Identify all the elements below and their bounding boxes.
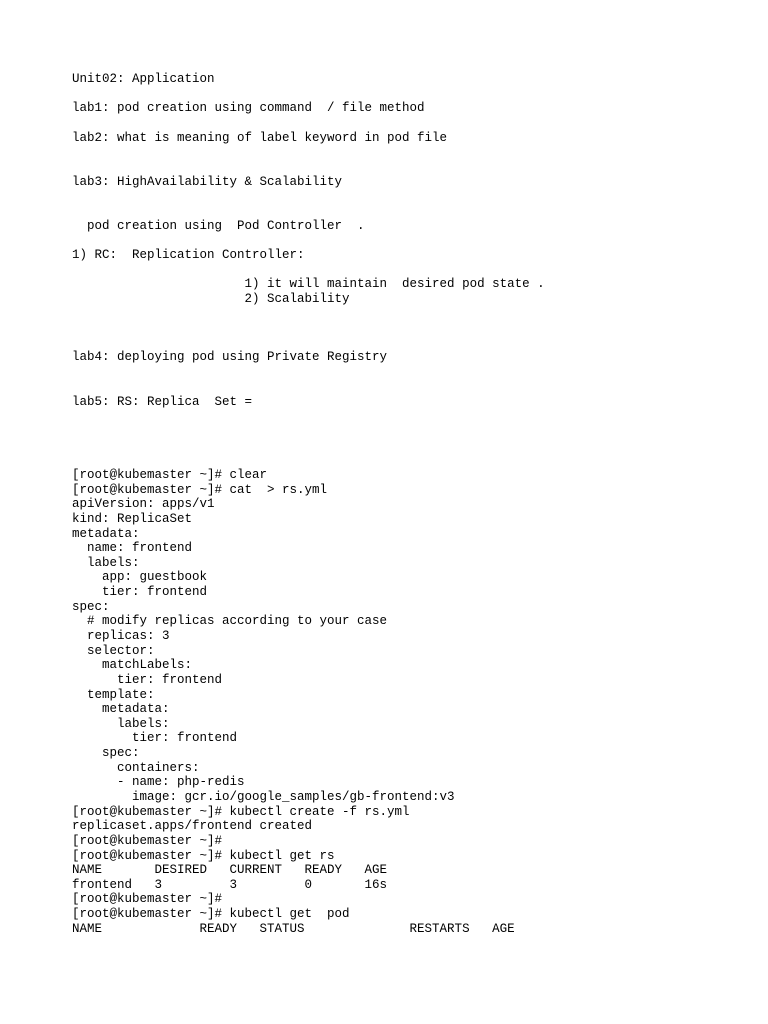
unit-heading: Unit02: Application [72, 72, 215, 86]
yaml-line: tier: frontend [72, 731, 238, 745]
terminal-line: [root@kubemaster ~]# [72, 892, 223, 906]
yaml-line: containers: [72, 761, 200, 775]
yaml-line: apiVersion: apps/v1 [72, 497, 215, 511]
pod-table-header: NAME READY STATUS RESTARTS AGE [72, 922, 515, 936]
pod-controller-line: pod creation using Pod Controller . [72, 219, 365, 233]
yaml-line: - name: php-redis [72, 775, 245, 789]
yaml-line: metadata: [72, 527, 140, 541]
terminal-line: [root@kubemaster ~]# kubectl create -f rs.yml [72, 805, 410, 819]
yaml-line: labels: [72, 556, 140, 570]
yaml-line: name: frontend [72, 541, 193, 555]
yaml-line: selector: [72, 644, 155, 658]
yaml-line: matchLabels: [72, 658, 193, 672]
yaml-line: image: gcr.io/google_samples/gb-frontend:v3 [72, 790, 455, 804]
lab2-line: lab2: what is meaning of label keyword in pod file [72, 131, 448, 145]
terminal-line: replicaset.apps/frontend created [72, 819, 313, 833]
rc-line: 1) RC: Replication Controller: [72, 248, 305, 262]
yaml-line: # modify replicas according to your case [72, 614, 388, 628]
terminal-line: [root@kubemaster ~]# [72, 834, 223, 848]
yaml-line: kind: ReplicaSet [72, 512, 193, 526]
lab5-line: lab5: RS: Replica Set = [72, 395, 253, 409]
yaml-line: metadata: [72, 702, 170, 716]
rs-table-row: frontend 3 3 0 16s [72, 878, 388, 892]
terminal-line: [root@kubemaster ~]# clear [72, 468, 268, 482]
rc-point-1: 1) it will maintain desired pod state . [72, 277, 545, 291]
lab3-line: lab3: HighAvailability & Scalability [72, 175, 343, 189]
rs-table-header: NAME DESIRED CURRENT READY AGE [72, 863, 388, 877]
lab1-line: lab1: pod creation using command / file method [72, 101, 425, 115]
yaml-line: spec: [72, 600, 110, 614]
lab4-line: lab4: deploying pod using Private Registry [72, 350, 388, 364]
terminal-line: [root@kubemaster ~]# kubectl get rs [72, 849, 335, 863]
yaml-line: spec: [72, 746, 140, 760]
yaml-line: replicas: 3 [72, 629, 170, 643]
yaml-line: tier: frontend [72, 585, 208, 599]
yaml-line: tier: frontend [72, 673, 223, 687]
yaml-line: app: guestbook [72, 570, 208, 584]
yaml-line: labels: [72, 717, 170, 731]
rc-point-2: 2) Scalability [72, 292, 350, 306]
terminal-line: [root@kubemaster ~]# cat > rs.yml [72, 483, 328, 497]
terminal-line: [root@kubemaster ~]# kubectl get pod [72, 907, 350, 921]
yaml-line: template: [72, 688, 155, 702]
